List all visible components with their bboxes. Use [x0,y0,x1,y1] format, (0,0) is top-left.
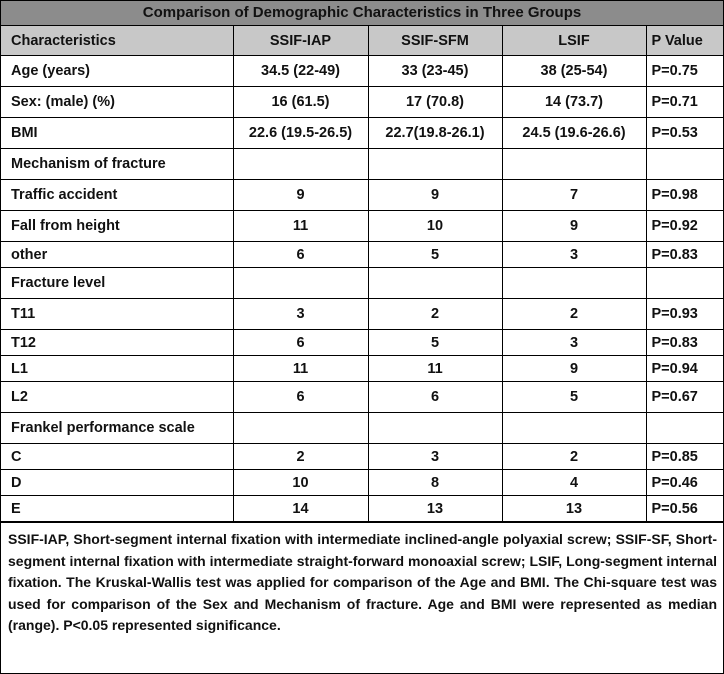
cell-ssif-iap: 3 [233,299,368,330]
cell-ssif-sfm: 6 [368,382,502,413]
section-label: Frankel performance scale [1,413,233,444]
cell-lsif: 14 (73.7) [502,87,646,118]
row-label: T12 [1,330,233,356]
cell-ssif-iap [233,413,368,444]
cell-ssif-iap: 16 (61.5) [233,87,368,118]
table-row [1,299,723,330]
cell-ssif-iap: 34.5 (22-49) [233,56,368,87]
cell-lsif: 2 [502,444,646,470]
cell-lsif: 9 [502,211,646,242]
row-label: C [1,444,233,470]
cell-ssif-iap: 6 [233,382,368,413]
row-label: Traffic accident [1,180,233,211]
cell-ssif-iap [233,268,368,299]
table-row [1,56,723,87]
cell-ssif-iap [233,149,368,180]
table-row [1,470,723,496]
cell-ssif-sfm: 3 [368,444,502,470]
header-ssif-sfm: SSIF-SFM [368,26,502,56]
row-label: E [1,496,233,522]
cell-ssif-sfm: 8 [368,470,502,496]
row-label: L1 [1,356,233,382]
cell-p-value: P=0.98 [646,180,723,211]
cell-p-value: P=0.53 [646,118,723,149]
cell-p-value: P=0.92 [646,211,723,242]
table-row [1,356,723,382]
cell-ssif-sfm: 9 [368,180,502,211]
cell-ssif-sfm: 2 [368,299,502,330]
table-section-row [1,268,723,299]
table-title: Comparison of Demographic Characteristics in Three Groups [1,1,723,26]
table-footnote: SSIF-IAP, Short-segment internal fixation with intermediate inclined-angle polyaxial screw; SSIF-SF, Short-segment internal fixation with intermediate straight-forward monoaxial screw; LSIF, Long-segment internal fixation. The Kruskal-Wallis test was applied for comparison of the Age and BMI. The Chi-square test was used for comparison of the Sex and Mechanism of fracture. Age and BMI were represented as median (range). P<0.05 represented significance. [1,522,723,637]
cell-lsif: 24.5 (19.6-26.6) [502,118,646,149]
header-p-value: P Value [646,26,723,56]
cell-lsif [502,149,646,180]
cell-lsif: 4 [502,470,646,496]
cell-p-value [646,149,723,180]
cell-ssif-iap: 22.6 (19.5-26.5) [233,118,368,149]
cell-lsif [502,268,646,299]
table-row [1,444,723,470]
cell-ssif-iap: 14 [233,496,368,522]
cell-ssif-iap: 2 [233,444,368,470]
cell-ssif-iap: 11 [233,211,368,242]
cell-p-value: P=0.93 [646,299,723,330]
cell-ssif-iap: 9 [233,180,368,211]
cell-ssif-sfm [368,149,502,180]
table-row [1,330,723,356]
row-label: D [1,470,233,496]
demographics-table [1,26,723,522]
cell-ssif-sfm: 13 [368,496,502,522]
table-section-row [1,149,723,180]
table-row [1,118,723,149]
cell-ssif-sfm: 22.7(19.8-26.1) [368,118,502,149]
cell-p-value: P=0.71 [646,87,723,118]
table-row [1,180,723,211]
row-label: T11 [1,299,233,330]
cell-p-value: P=0.75 [646,56,723,87]
cell-ssif-sfm: 10 [368,211,502,242]
cell-ssif-iap: 11 [233,356,368,382]
cell-p-value [646,268,723,299]
cell-lsif: 38 (25-54) [502,56,646,87]
cell-ssif-sfm: 11 [368,356,502,382]
cell-lsif: 3 [502,242,646,268]
cell-ssif-iap: 6 [233,330,368,356]
table-header-row [1,26,723,56]
table-row [1,382,723,413]
cell-lsif: 13 [502,496,646,522]
table-row [1,242,723,268]
cell-ssif-sfm: 17 (70.8) [368,87,502,118]
cell-ssif-sfm [368,268,502,299]
section-label: Mechanism of fracture [1,149,233,180]
cell-lsif: 9 [502,356,646,382]
table-row [1,87,723,118]
row-label: Age (years) [1,56,233,87]
row-label: L2 [1,382,233,413]
table-section-row [1,413,723,444]
cell-ssif-sfm: 5 [368,242,502,268]
cell-p-value: P=0.67 [646,382,723,413]
cell-p-value [646,413,723,444]
header-characteristics: Characteristics [1,26,233,56]
cell-lsif [502,413,646,444]
table-row [1,211,723,242]
cell-ssif-iap: 10 [233,470,368,496]
cell-p-value: P=0.94 [646,356,723,382]
cell-ssif-sfm [368,413,502,444]
cell-lsif: 3 [502,330,646,356]
cell-p-value: P=0.85 [646,444,723,470]
cell-p-value: P=0.83 [646,242,723,268]
cell-ssif-sfm: 5 [368,330,502,356]
row-label: other [1,242,233,268]
section-label: Fracture level [1,268,233,299]
header-ssif-iap: SSIF-IAP [233,26,368,56]
cell-lsif: 2 [502,299,646,330]
row-label: Sex: (male) (%) [1,87,233,118]
cell-lsif: 7 [502,180,646,211]
cell-p-value: P=0.83 [646,330,723,356]
row-label: Fall from height [1,211,233,242]
cell-ssif-sfm: 33 (23-45) [368,56,502,87]
cell-p-value: P=0.56 [646,496,723,522]
cell-ssif-iap: 6 [233,242,368,268]
header-lsif: LSIF [502,26,646,56]
row-label: BMI [1,118,233,149]
cell-p-value: P=0.46 [646,470,723,496]
cell-lsif: 5 [502,382,646,413]
table-row [1,496,723,522]
